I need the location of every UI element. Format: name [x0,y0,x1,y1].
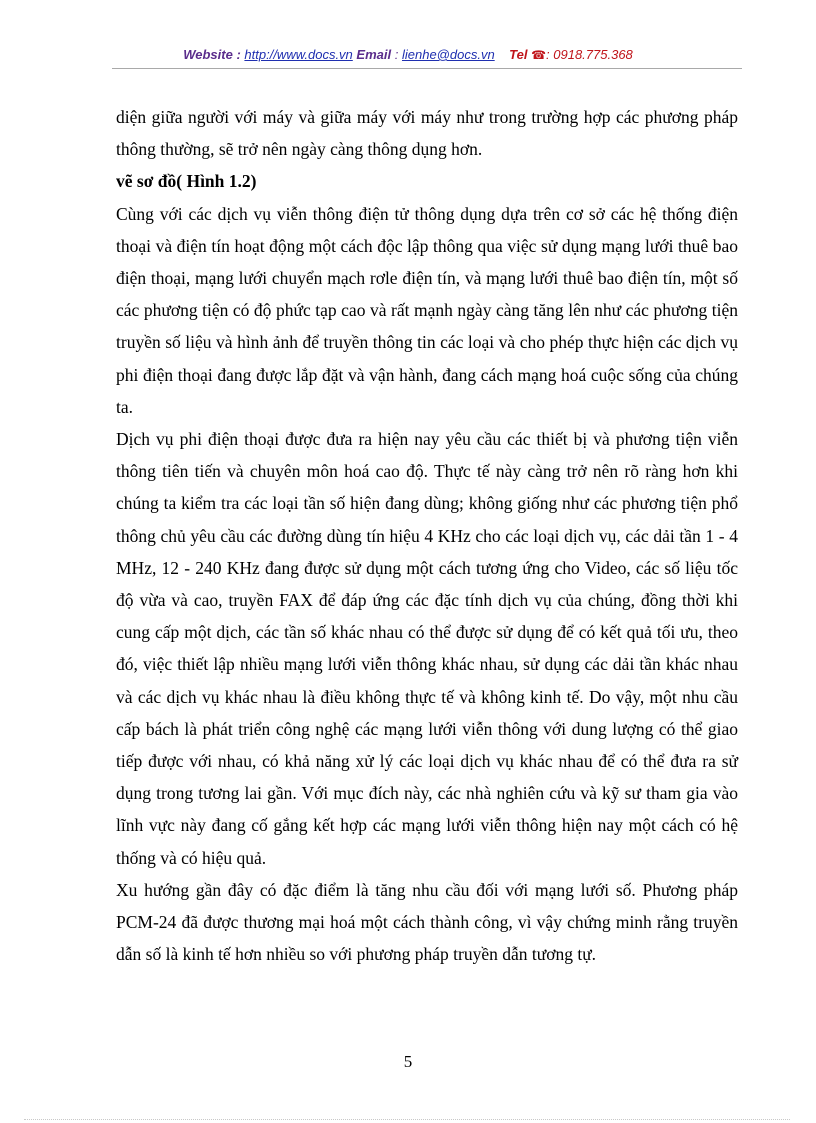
paragraph-1: diện giữa người với máy và giữa máy với máy như trong trường hợp các phương pháp thông thường, sẽ trở nên ngày càng thông dụng hơn. [116,107,738,160]
paragraph-2: Cùng với các dịch vụ viễn thông điện tử thông dụng dựa trên cơ sở các hệ thống điện thoại và điện tín hoạt động một cách độc lập thông qua việc sử dụng mạng lưới thuê bao điện thoại, mạng lưới chuyển mạch rơle điện tín, và mạng lưới thuê bao điện tín, một số các phương tiện có độ phức tạp cao và rất mạnh ngày càng tăng lên như các phương tiện truyền số liệu và hình ảnh để truyền thông tin các loại và cho phép thực hiện các dịch vụ phi điện thoại đang được lắp đặt và vận hành, đang cách mạng hoá cuộc sống của chúng ta. [116,203,738,417]
paragraph-4: Xu hướng gần đây có đặc điểm là tăng nhu cầu đối với mạng lưới số. Phương pháp PCM-24 đã được thương mại hoá một cách thành công, vì vậy chứng minh rằng truyền dẫn số là kinh tế hơn nhiều so với phương pháp truyền dẫn tương tự. [116,879,738,965]
website-link[interactable]: http://www.docs.vn [244,47,353,62]
email-label: Email [356,47,392,62]
email-colon: : [394,47,399,62]
page-bottom-border [24,1119,790,1120]
paragraph-3: Dịch vụ phi điện thoại được đưa ra hiện nay yêu cầu các thiết bị và phương tiện viễn thông tiên tiến và chuyên môn hoá cao độ. Thực tế này càng trở nên rõ ràng hơn khi chúng ta kiểm tra các loại tần số hiện đang dùng; không giống như các phương tiện phổ thông chủ yêu cầu các đường dùng tín hiệu 4 KHz cho các loại dịch vụ, các dải tần 1 - 4 MHz, 12 - 240 KHz đang được sử dụng một cách tương ứng cho Video, các số liệu tốc độ vừa và cao, truyền FAX để đáp ứng các đặc tính dịch vụ của chúng, đồng thời khi cung cấp một dịch, các tần số khác nhau có thể được sử dụng để có kết quả tối ưu, theo đó, việc thiết lập nhiều mạng lưới viễn thông khác nhau, sử dụng các dải tần khác nhau và các dịch vụ khác nhau là điều không thực tế và không kinh tế. Do vậy, một nhu cầu cấp bách là phát triển công nghệ các mạng lưới viễn thông với dung lượng có thể giao tiếp được với nhau, có khả năng xử lý các loại dịch vụ khác nhau để có thể đưa ra sử dụng trong tương lai gần. Với mục đích này, các nhà nghiên cứu và kỹ sư tham gia vào lĩnh vực này đang cố gắng kết hợp các mạng lưới viễn thông hiện nay một cách có hệ thống và có hiệu quả. [116,429,738,868]
email-link[interactable]: lienhe@docs.vn [401,47,495,62]
section-heading: vẽ sơ đồ( Hình 1.2) [116,171,257,192]
website-label: Website : [183,47,241,62]
page-header [0,47,816,62]
tel-label: Tel [509,47,528,62]
tel-number: : 0918.775.368 [546,47,633,62]
phone-icon: ☎ [531,48,547,62]
page-number: 5 [403,1052,413,1071]
header-divider [112,68,742,69]
page-body [116,101,738,970]
